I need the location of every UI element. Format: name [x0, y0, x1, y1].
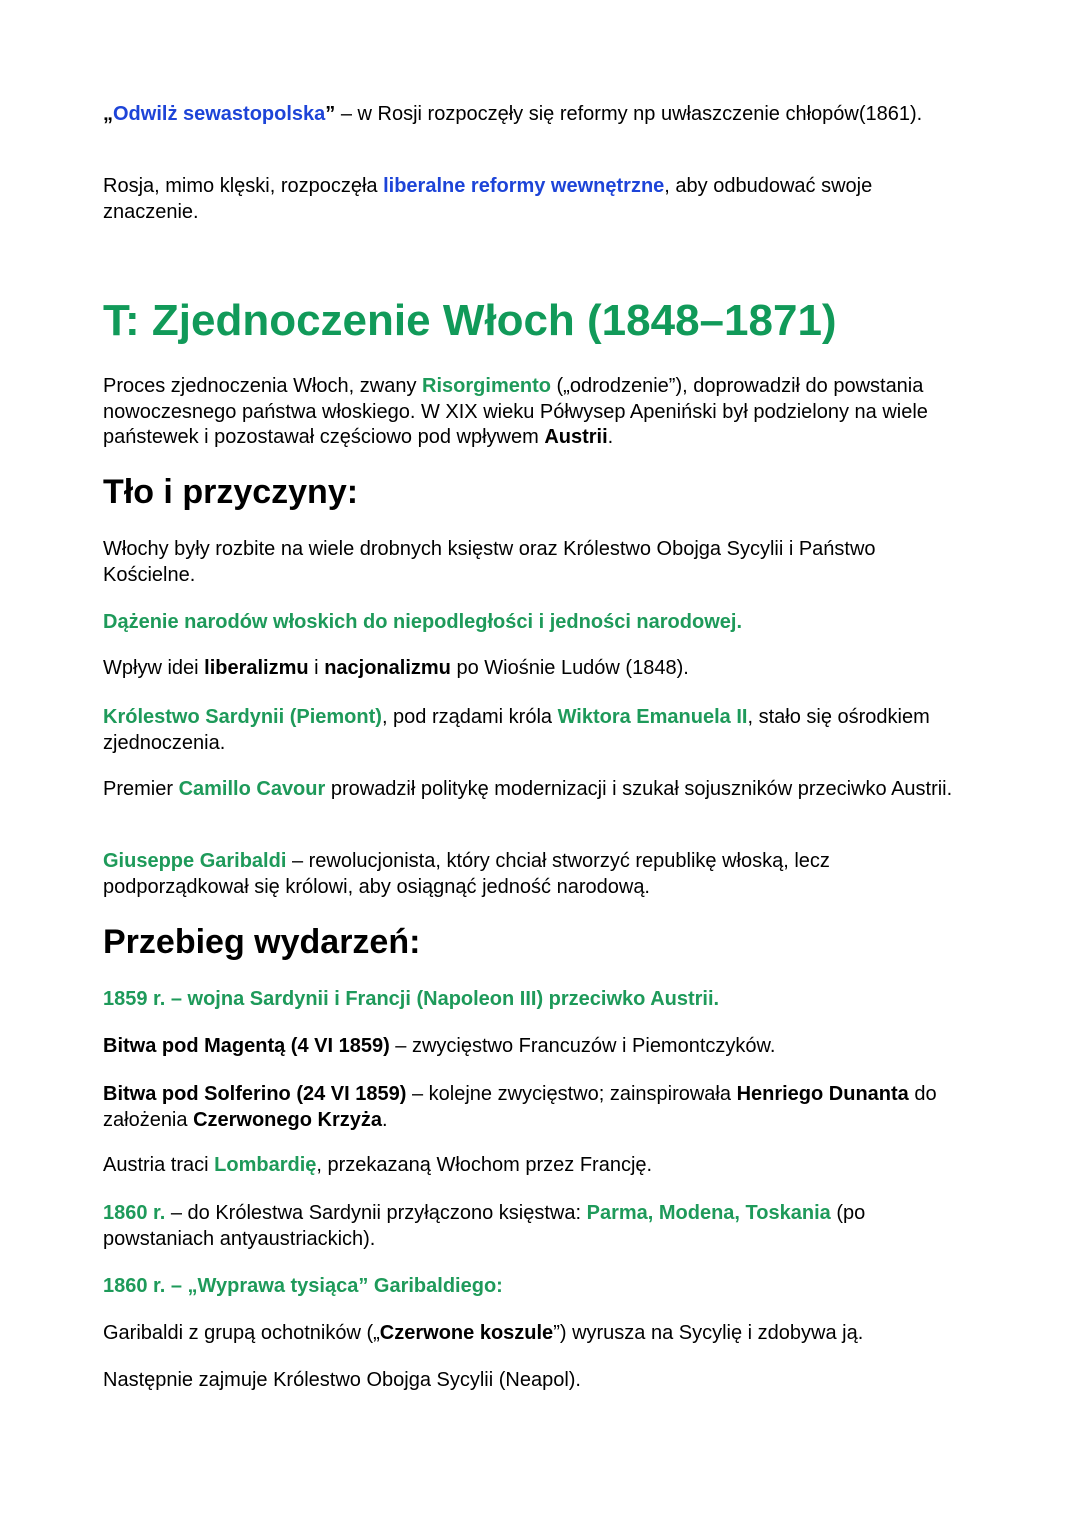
paragraph: [103, 987, 973, 1013]
paragraph: [103, 610, 973, 636]
text-run: , stało się ośrodkiem zjednoczenia.: [103, 706, 930, 754]
highlighted-text: liberalne reformy wewnętrzne: [383, 175, 665, 197]
highlighted-text: Parma, Modena, Toskania: [586, 1202, 831, 1224]
text-run: Premier: [103, 778, 179, 800]
text-run: Austria traci: [103, 1154, 215, 1176]
text-run: Tło i przyczyny:: [103, 473, 359, 511]
subsection-heading: [103, 472, 973, 512]
text-run: – kolejne zwycięstwo; zainspirowała: [406, 1083, 737, 1105]
text-run: .: [607, 426, 614, 448]
text-run: .: [382, 1108, 388, 1131]
text-run: , aby odbudować swoje znaczenie.: [103, 175, 873, 223]
highlighted-text: Austrii: [544, 426, 608, 448]
paragraph: [103, 537, 973, 588]
text-run: Proces zjednoczenia Włoch, zwany: [103, 375, 423, 397]
text-run: Wpływ idei: [103, 657, 205, 679]
highlighted-text: 1860 r. – „Wyprawa tysiąca” Garibaldiego:: [103, 1275, 503, 1297]
text-run: , pod rządami króla: [381, 706, 558, 728]
highlighted-text: Giuseppe Garibaldi: [103, 850, 287, 872]
text-run: Włochy były rozbite na wiele drobnych księstw oraz Królestwo Obojga Sycylii i Państwo Kościelne.: [103, 538, 876, 586]
text-run: Garibaldi z grupą ochotników („: [103, 1322, 380, 1344]
paragraph: [103, 705, 973, 756]
paragraph: [103, 777, 973, 803]
text-run: – zwycięstwo Francuzów i Piemontczyków.: [389, 1035, 776, 1057]
highlighted-text: Królestwo Sardynii (Piemont): [103, 706, 382, 728]
text-run: prowadził politykę modernizacji i szukał sojuszników przeciwko Austrii.: [325, 778, 953, 800]
text-run: (po powstaniach antyaustriackich).: [103, 1202, 866, 1250]
paragraph: [103, 849, 973, 900]
text-run: Przebieg wydarzeń:: [103, 923, 421, 961]
highlighted-text: liberalizmu: [204, 657, 309, 679]
text-run: ”) wyrusza na Sycylię i zdobywa ją.: [553, 1322, 864, 1344]
text-run: – w Rosji rozpoczęły się reformy np uwłaszczenie chłopów(1861).: [335, 103, 923, 125]
text-run: („odrodzenie”), doprowadził do powstania nowoczesnego państwa włoskiego. W XIX wieku Półwysep Apeniński był podzielony na wiele państewek i pozostawał częściowo pod wpływem: [103, 375, 928, 448]
paragraph: [103, 1201, 973, 1252]
text-run: i: [308, 657, 325, 679]
highlighted-text: 1860 r.: [103, 1202, 166, 1224]
paragraph: [103, 1034, 973, 1060]
highlighted-text: Camillo Cavour: [178, 778, 326, 800]
text-run: do założenia: [103, 1083, 937, 1131]
highlighted-text: „: [103, 103, 113, 125]
paragraph: [103, 1368, 973, 1394]
text-run: – rewolucjonista, który chciał stworzyć republikę włoską, lecz podporządkował się królowi, aby osiągnąć jedność narodową.: [103, 850, 830, 898]
paragraph: [103, 1153, 973, 1179]
paragraph: [103, 174, 973, 225]
section-title: [103, 296, 973, 346]
highlighted-text: Odwilż sewastopolska: [113, 103, 326, 125]
paragraph: [103, 374, 973, 451]
highlighted-text: nacjonalizmu: [324, 657, 451, 679]
highlighted-text: Czerwone koszule: [379, 1322, 554, 1344]
highlighted-text: Czerwonego Krzyża: [193, 1108, 382, 1131]
highlighted-text: 1859 r. – wojna Sardynii i Francji (Napoleon III) przeciwko Austrii.: [103, 988, 720, 1010]
paragraph: [103, 1082, 973, 1133]
text-run: – do Królestwa Sardynii przyłączono księstwa:: [165, 1202, 587, 1224]
highlighted-text: Henriego Dunanta: [736, 1083, 909, 1105]
highlighted-text: Bitwa pod Magentą (4 VI 1859): [103, 1035, 390, 1057]
highlighted-text: ”: [325, 103, 336, 125]
highlighted-text: Risorgimento: [422, 375, 551, 397]
paragraph: [103, 1321, 973, 1347]
subsection-heading: [103, 922, 973, 962]
highlighted-text: Bitwa pod Solferino (24 VI 1859): [103, 1083, 407, 1105]
paragraph: [103, 1274, 973, 1300]
paragraph: [103, 102, 973, 128]
paragraph: [103, 656, 973, 682]
text-run: Następnie zajmuje Królestwo Obojga Sycylii (Neapol).: [103, 1369, 581, 1391]
text-run: Rosja, mimo klęski, rozpoczęła: [103, 175, 384, 197]
text-run: T: Zjednoczenie Włoch (1848–1871): [103, 296, 837, 345]
text-run: , przekazaną Włochom przez Francję.: [316, 1154, 653, 1176]
text-run: po Wiośnie Ludów (1848).: [450, 657, 689, 679]
highlighted-text: Wiktora Emanuela II: [557, 706, 748, 728]
highlighted-text: Dążenie narodów włoskich do niepodległości i jedności narodowej.: [103, 611, 742, 633]
highlighted-text: Lombardię: [214, 1154, 317, 1176]
